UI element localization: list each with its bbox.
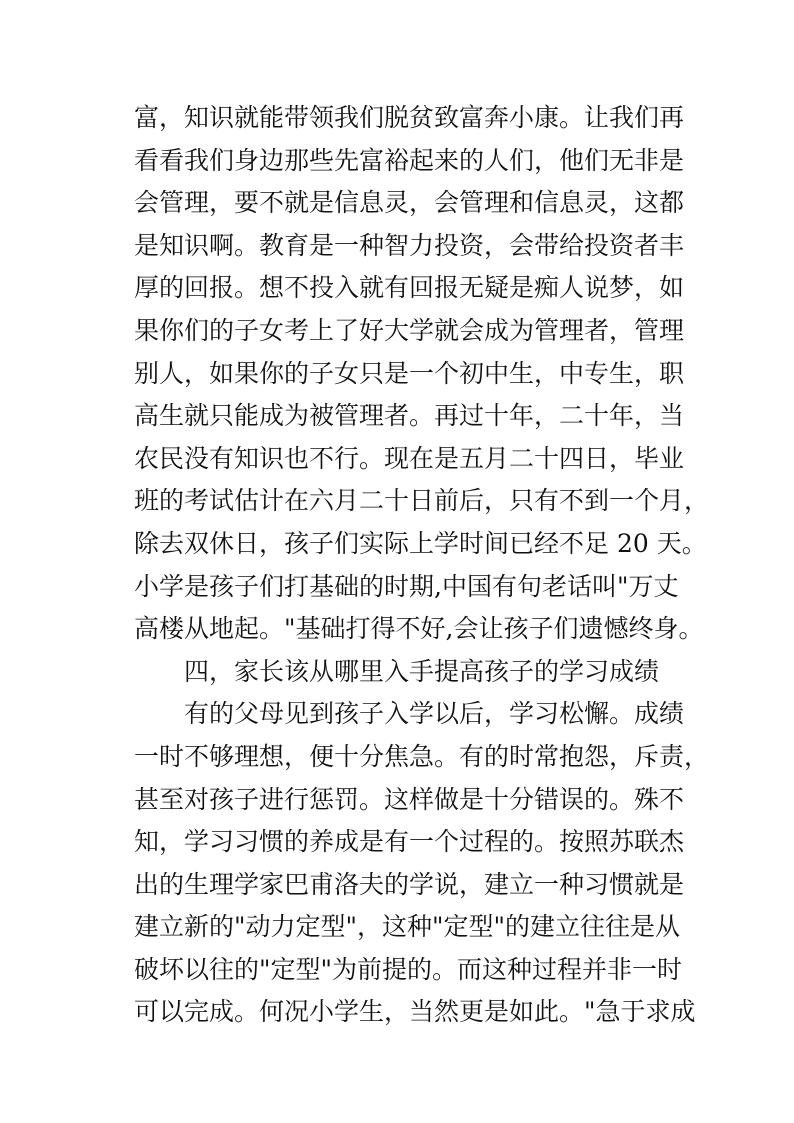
section-heading: 四，家长该从哪里入手提高孩子的学习成绩 [184, 656, 660, 686]
text-line: 是知识啊。教育是一种智力投资，会带给投资者丰 [134, 230, 685, 260]
text-line: 出的生理学家巴甫洛夫的学说，建立一种习惯就是 [134, 869, 685, 899]
text-line: 果你们的子女考上了好大学就会成为管理者，管理 [134, 315, 685, 345]
text-line: 除去双休日，孩子们实际上学时间已经不足 20 天。 [134, 528, 707, 558]
text-line: 看看我们身边那些先富裕起来的人们，他们无非是 [134, 145, 685, 175]
text-line: 破坏以往的"定型"为前提的。而这种过程并非一时 [134, 954, 682, 984]
text-line: 有的父母见到孩子入学以后，学习松懈。成绩 [184, 699, 685, 729]
text-line: 别人，如果你的子女只是一个初中生，中专生，职 [134, 358, 685, 388]
text-line: 一时不够理想，便十分焦急。有的时常抱怨，斥责， [134, 741, 710, 771]
body-text [134, 97, 710, 1034]
text-line: 知，学习习惯的养成是有一个过程的。按照苏联杰 [134, 827, 685, 857]
text-line: 建立新的"动力定型"，这种"定型"的建立往往是从 [134, 912, 680, 942]
text-line: 农民没有知识也不行。现在是五月二十四日，毕业 [134, 443, 685, 473]
text-line: 高生就只能成为被管理者。再过十年，二十年，当 [134, 401, 685, 431]
text-line: 富，知识就能带领我们脱贫致富奔小康。让我们再 [134, 103, 685, 132]
text-line: 小学是孩子们打基础的时期,中国有句老话叫"万丈 [134, 571, 679, 601]
text-line: 会管理，要不就是信息灵，会管理和信息灵，这都 [134, 188, 685, 218]
text-line: 甚至对孩子进行惩罚。这样做是十分错误的。殊不 [134, 784, 685, 814]
text-line: 高楼从地起。"基础打得不好,会让孩子们遗憾终身。 [134, 614, 704, 644]
text-line: 可以完成。何况小学生，当然更是如此。"急于求成 [134, 997, 696, 1027]
text-line: 班的考试估计在六月二十日前后，只有不到一个月， [134, 486, 710, 516]
text-line: 厚的回报。想不投入就有回报无疑是痴人说梦，如 [134, 273, 685, 303]
